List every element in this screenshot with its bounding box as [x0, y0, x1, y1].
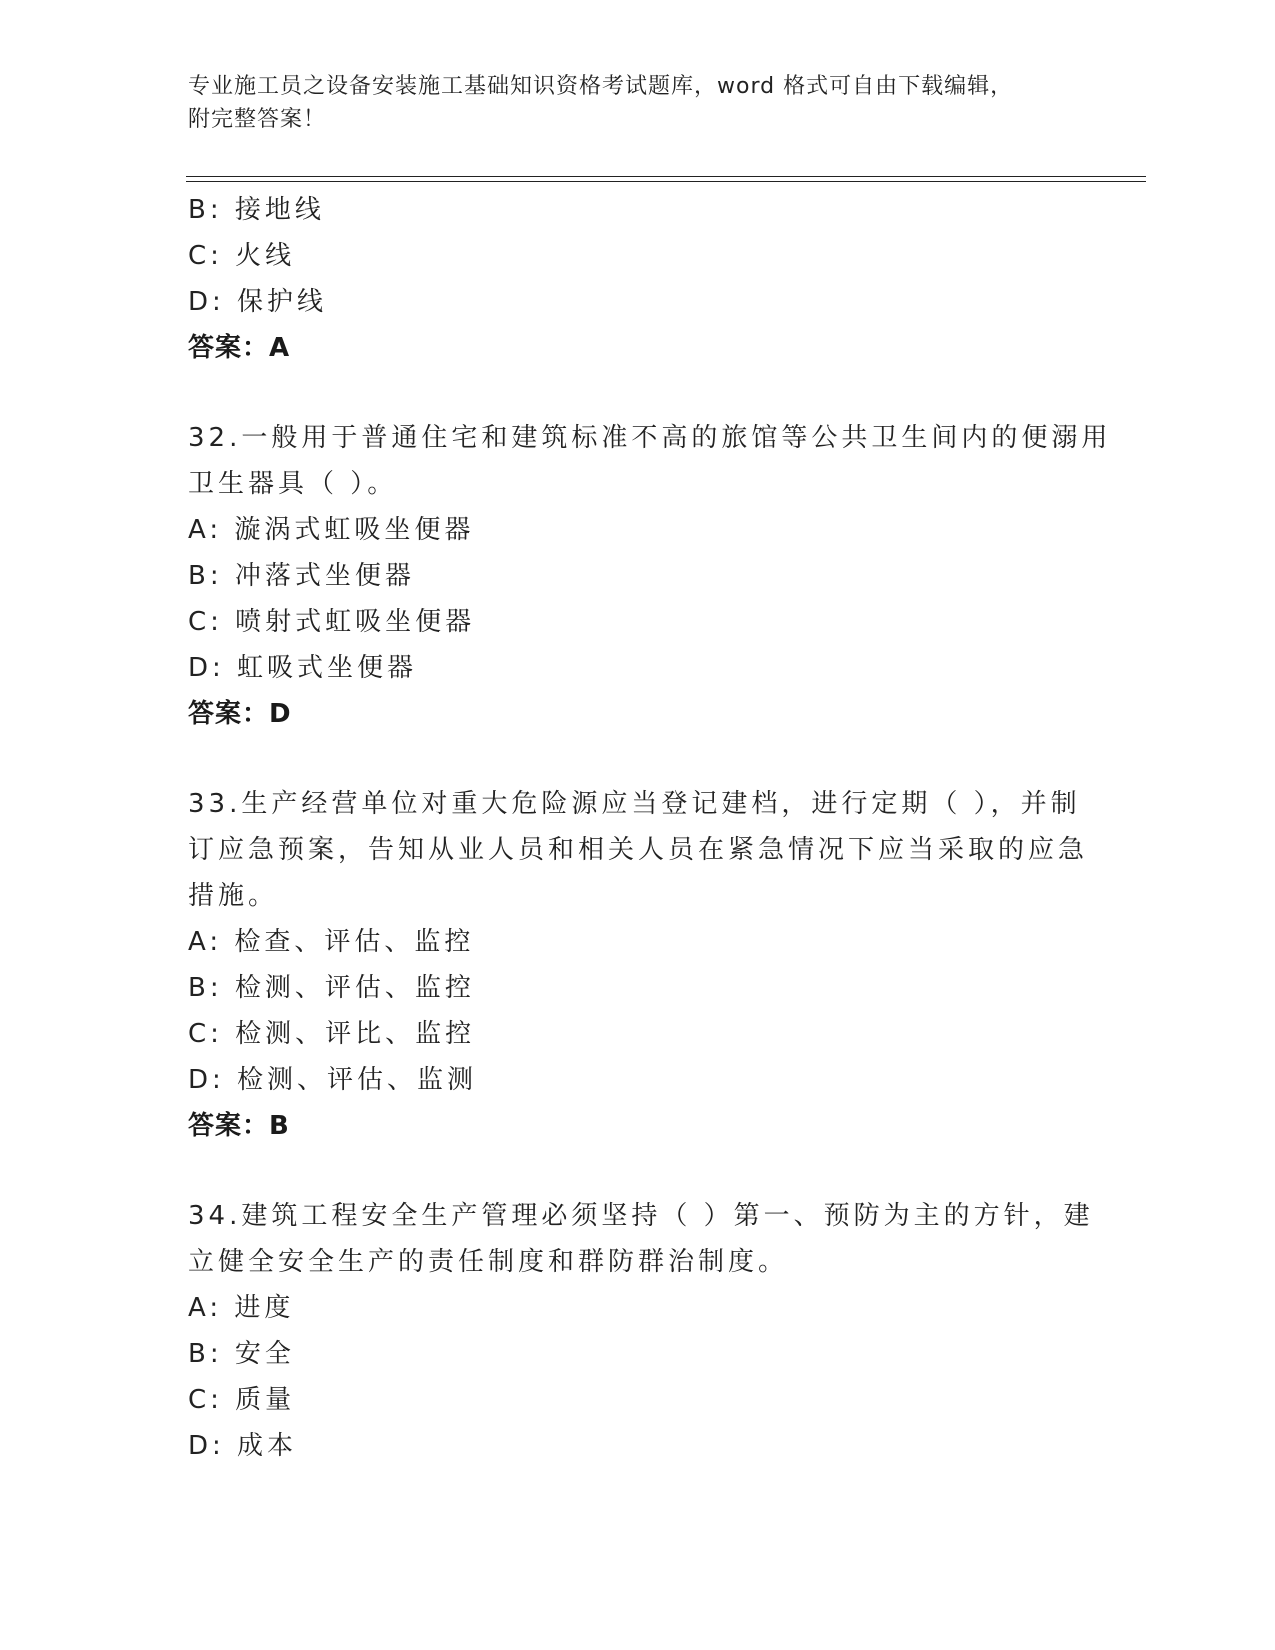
option-d: D: 保护线	[188, 287, 328, 317]
option-d: D: 检测、评估、监测	[188, 1065, 478, 1095]
question-text-line: 订应急预案，告知从业人员和相关人员在紧急情况下应当采取的应急	[188, 835, 1089, 865]
option-c: C: 喷射式虹吸坐便器	[188, 607, 476, 637]
option-c: C: 检测、评比、监控	[188, 1019, 476, 1049]
header-title-line-1: 专业施工员之设备安装施工基础知识资格考试题库，word 格式可自由下载编辑，	[188, 74, 1014, 99]
option-c: C: 火线	[188, 241, 296, 271]
option-b: B: 检测、评估、监控	[188, 973, 475, 1003]
option-a: A: 漩涡式虹吸坐便器	[188, 515, 475, 545]
option-a: A: 检查、评估、监控	[188, 927, 475, 957]
option-d: D: 成本	[188, 1431, 298, 1461]
question-32	[188, 415, 1112, 737]
page-header	[188, 70, 1068, 136]
answer: 答案：D	[188, 699, 292, 729]
question-33	[188, 781, 1089, 1149]
question-content	[188, 187, 1112, 1469]
option-b: B: 接地线	[188, 195, 325, 225]
option-d: D: 虹吸式坐便器	[188, 653, 418, 683]
option-a: A: 进度	[188, 1293, 295, 1323]
header-divider	[186, 176, 1146, 182]
question-text-line: 32.一般用于普通住宅和建筑标准不高的旅馆等公共卫生间内的便溺用	[188, 423, 1112, 453]
question-text-line: 卫生器具（ ）。	[188, 469, 398, 499]
question-text-line: 34.建筑工程安全生产管理必须坚持（ ）第一、预防为主的方针，建	[188, 1201, 1094, 1231]
question-text-line: 措施。	[188, 881, 279, 911]
option-b: B: 安全	[188, 1339, 295, 1369]
header-title-line-2: 附完整答案！	[188, 107, 327, 132]
question-text-line: 立健全安全生产的责任制度和群防群治制度。	[188, 1247, 789, 1277]
question-31-continuation	[188, 187, 1068, 371]
question-text-line: 33.生产经营单位对重大危险源应当登记建档，进行定期（ ），并制	[188, 789, 1081, 819]
question-34	[188, 1193, 1094, 1469]
answer: 答案：B	[188, 1111, 290, 1141]
answer: 答案：A	[188, 333, 291, 363]
option-c: C: 质量	[188, 1385, 296, 1415]
option-b: B: 冲落式坐便器	[188, 561, 415, 591]
